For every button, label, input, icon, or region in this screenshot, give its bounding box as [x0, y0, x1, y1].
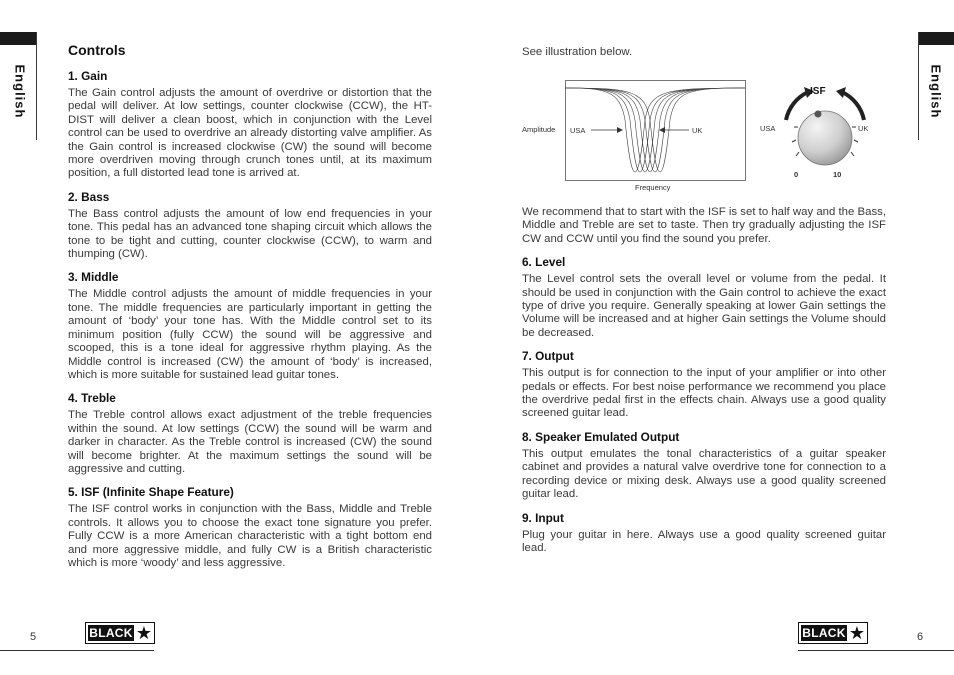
section-body-speaker-output: This output emulates the tonal characteristics of a guitar speaker cabinet and provides a natural valve overdrive tone for connection to a recording device or mixing desk. Always use a good quality screened guitar lead.	[522, 447, 886, 501]
section-body-middle: The Middle control adjusts the amount of middle frequencies in your tone. The middle frequencies are particularly important in getting the amount of ‘body’ your tone has. With the Middle control set to its minimum position (fully CCW) the sound will be aggressive and scooped, this is a tone ideal for aggressive rhythm playing. As the Middle control is increased (CW) the amount of ‘body’ is increased, which is more suitable for sustained lead guitar tones.	[68, 288, 432, 381]
graph-amplitude-label: Amplitude	[522, 125, 556, 134]
left-side-tab	[0, 32, 36, 45]
footer-rule-left	[0, 650, 154, 651]
section-body-bass: The Bass control adjusts the amount of low end frequencies in your tone. This pedal has an advanced tone shaping circuit which allows the tone to be tight and cutting, counter clockwise (CCW), to warm and thumping (CW).	[68, 207, 432, 261]
knob-min-label: 0	[794, 170, 799, 179]
section-title-level: 6. Level	[522, 255, 566, 270]
page-number-right: 6	[917, 631, 924, 643]
left-side-label: English	[12, 64, 28, 119]
controls-heading: Controls	[68, 42, 126, 58]
section-title-middle: 3. Middle	[68, 270, 119, 285]
left-page-column	[68, 42, 432, 570]
section-body-output: This output is for connection to the input of your amplifier or into other pedals or effects. For best noise performance we recommend you place the overdrive pedal first in the effects chain. Always use a good quality screened guitar lead.	[522, 367, 886, 420]
brand-logo-left	[85, 622, 155, 644]
graph-uk-label: UK	[692, 126, 703, 135]
left-tab-line	[36, 32, 37, 140]
section-title-gain: 1. Gain	[68, 69, 108, 83]
knob-usa-label: USA	[760, 124, 776, 133]
section-body-gain: The Gain control adjusts the amount of overdrive or distortion that the pedal will deliver. At low settings, counter clockwise (CCW), the HT-DIST will deliver a clean boost, which in conjunction with the Level control can be used to overdrive an already distorting valve amplifier. As the Gain control is increased clockwise (CW) the sound will become more overdriven moving through crunch tones until, at its maximum position, a full distorted lead tone is arrived at.	[68, 87, 432, 180]
isf-knob-title: ISF	[810, 86, 826, 97]
logo-text: BLACK	[89, 626, 133, 640]
star-icon: ★	[135, 623, 152, 643]
page-number-left: 5	[30, 631, 37, 643]
section-title-output: 7. Output	[522, 349, 574, 364]
star-icon: ★	[848, 623, 865, 643]
section-title-input: 9. Input	[522, 510, 564, 525]
graph-frequency-label: Frequency	[635, 183, 671, 192]
section-body-level: The Level control sets the overall level or volume from the pedal. It should be used in conjunction with the Gain control to achieve the exact type of drive you require. Generally speaking at lower Gain settings the Volume will be increased and at higher Gain settings the Volume should be decreased.	[522, 273, 886, 339]
section-body-treble: The Treble control allows exact adjustment of the treble frequencies within the sound. At low settings (CCW) the sound will be warm and darker in character. As the Treble control is increased (CW) the sound will become brighter. At the maximum settings the sound will be aggressive and cutting.	[68, 409, 432, 475]
knob-uk-label: UK	[858, 124, 869, 133]
section-title-treble: 4. Treble	[68, 391, 116, 406]
right-side-tab	[918, 32, 954, 45]
section-title-speaker-output: 8. Speaker Emulated Output	[522, 429, 680, 444]
brand-logo-right	[798, 622, 868, 644]
footer-rule-right	[798, 650, 954, 651]
right-page-column	[522, 206, 886, 555]
section-body-isf: The ISF control works in conjunction with the Bass, Middle and Treble controls. It allows you to choose the exact tone signature you prefer. Fully CCW is a more American characteristic with a tight bottom end and more aggressive middle, and fully CW is a British characteristic which is more ‘woody’ and less aggressive.	[68, 503, 432, 569]
section-body-input: Plug your guitar in here. Always use a good quality screened guitar lead.	[522, 528, 886, 554]
graph-usa-label: USA	[570, 126, 586, 135]
isf-recommendation: We recommend that to start with the ISF is set to half way and the Bass, Middle and Treble are set to taste. Then try gradually adjusting the ISF CW and CCW until you find the sound you prefer.	[522, 206, 886, 245]
frequency-response-graph	[565, 80, 747, 182]
section-title-isf: 5. ISF (Infinite Shape Feature)	[68, 485, 234, 500]
right-tab-line	[918, 32, 919, 140]
knob-max-label: 10	[833, 170, 842, 179]
right-page-intro	[522, 46, 886, 59]
right-side-label: English	[928, 64, 944, 119]
intro-text: See illustration below.	[522, 46, 633, 58]
logo-text: BLACK	[802, 626, 846, 640]
section-title-bass: 2. Bass	[68, 189, 110, 204]
